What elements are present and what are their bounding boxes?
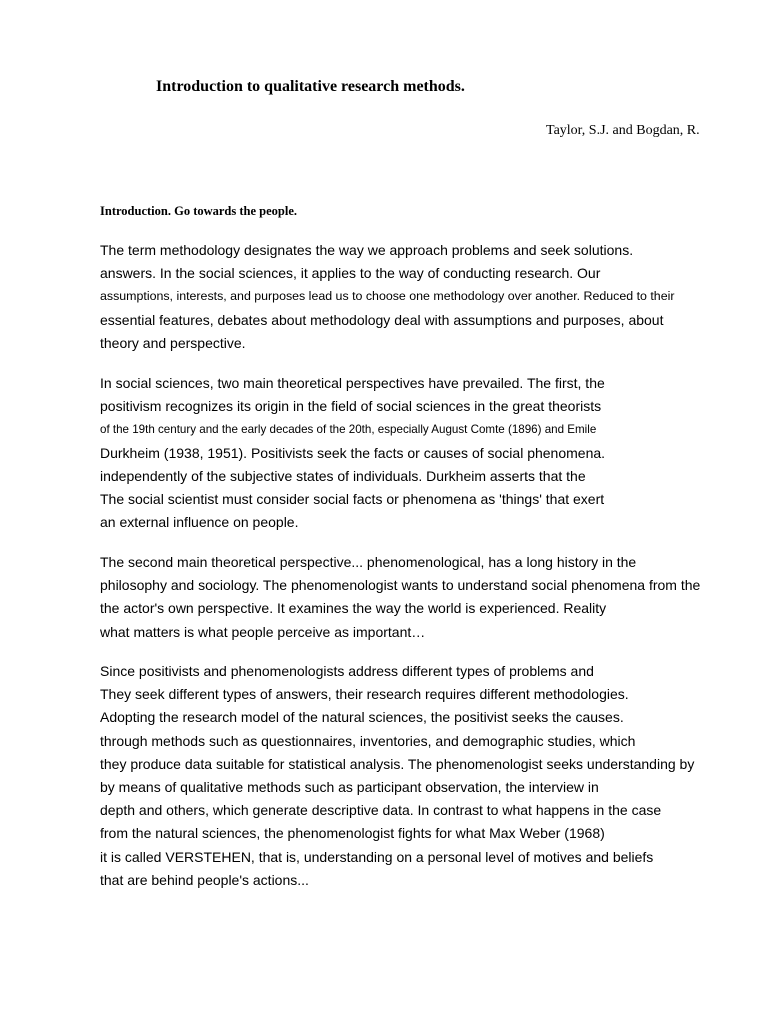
section-heading: Introduction. Go towards the people. <box>100 204 298 218</box>
paragraph-phenomenology <box>100 551 700 644</box>
paragraph-line: the actor's own perspective. It examines the way the world is experienced. Reality <box>100 600 607 617</box>
paragraph-line: depth and others, which generate descriptive data. In contrast to what happens in the case <box>100 802 662 819</box>
paragraph-line: they produce data suitable for statistical analysis. The phenomenologist seeks understanding by <box>100 755 695 772</box>
paragraph-line: theory and perspective. <box>100 334 246 351</box>
paragraph-line: They seek different types of answers, their research requires different methodologies. <box>100 686 629 703</box>
paragraph-line: answers. In the social sciences, it applies to the way of conducting research. Our <box>100 265 601 282</box>
paragraph-methodology <box>100 239 674 355</box>
paragraph-line: it is called VERSTEHEN, that is, understanding on a personal level of motives and beliefs <box>100 848 654 865</box>
paragraph-line: Durkheim (1938, 1951). Positivists seek the facts or causes of social phenomena. <box>100 444 606 461</box>
paragraph-line: an external influence on people. <box>100 514 299 531</box>
paragraph-line: of the 19th century and the early decades of the 20th, especially August Comte (1896) and Emile <box>100 423 597 437</box>
paragraph-line: philosophy and sociology. The phenomenologist wants to understand social phenomena from the <box>100 577 701 594</box>
paragraph-line: In social sciences, two main theoretical perspectives have prevailed. The first, the <box>100 375 605 391</box>
paragraph-line: The social scientist must consider social facts or phenomena as 'things' that exert <box>100 490 605 507</box>
paragraph-line: what matters is what people perceive as important… <box>100 623 426 640</box>
paragraph-line: The term methodology designates the way we approach problems and seek solutions. <box>100 242 634 258</box>
paragraph-line: from the natural sciences, the phenomenologist fights for what Max Weber (1968) <box>100 825 605 842</box>
paragraph-methodologies <box>100 660 694 892</box>
paragraph-line: positivism recognizes its origin in the field of social sciences in the great theorists <box>100 398 602 415</box>
paragraph-line: Since positivists and phenomenologists address different types of problems and <box>100 663 594 679</box>
document-authors: Taylor, S.J. and Bogdan, R. <box>546 123 700 138</box>
paragraph-line: assumptions, interests, and purposes lead us to choose one methodology over another. Reduced to their <box>100 289 675 304</box>
paragraph-positivism <box>100 372 605 534</box>
paragraph-line: that are behind people's actions... <box>100 871 309 888</box>
paragraph-line: The second main theoretical perspective... phenomenological, has a long history in the <box>100 554 637 570</box>
paragraph-line: essential features, debates about methodology deal with assumptions and purposes, about <box>100 311 664 328</box>
paragraph-line: by means of qualitative methods such as participant observation, the interview in <box>100 778 599 795</box>
paragraph-line: independently of the subjective states of individuals. Durkheim asserts that the <box>100 467 586 484</box>
document-title: Introduction to qualitative research methods. <box>156 78 465 95</box>
paragraph-line: Adopting the research model of the natural sciences, the positivist seeks the causes. <box>100 709 624 726</box>
paragraph-line: through methods such as questionnaires, inventories, and demographic studies, which <box>100 732 636 749</box>
